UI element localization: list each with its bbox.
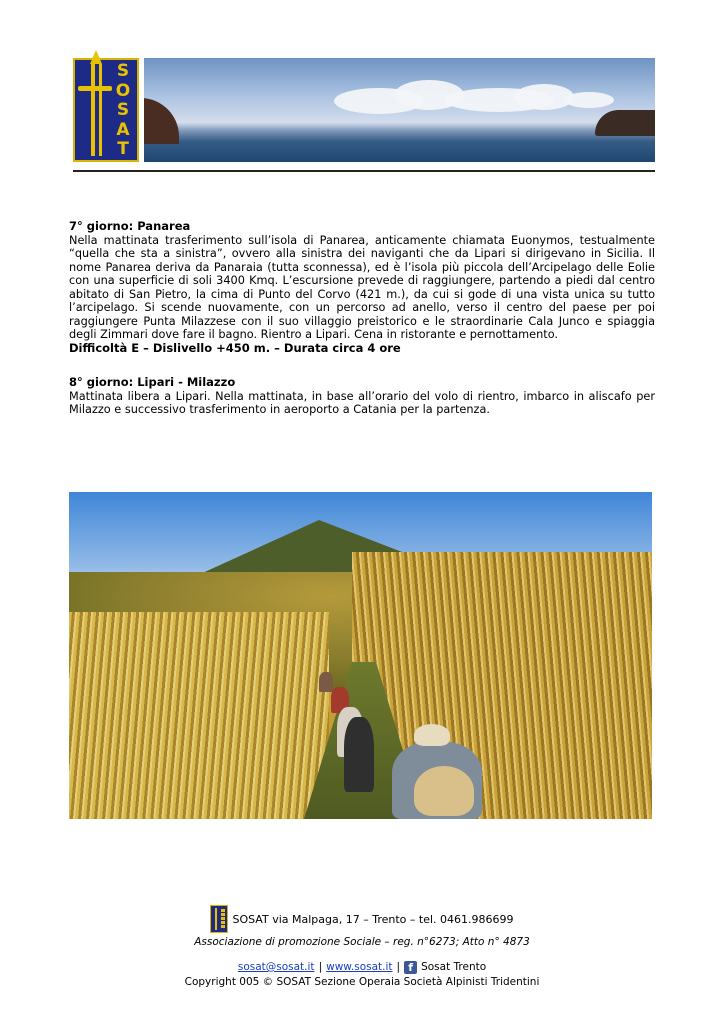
sword-icon	[91, 64, 95, 156]
logo-letter: A	[116, 119, 130, 140]
day7-body: Nella mattinata trasferimento sull’isola di Panarea, anticamente chiamata Euonymos, testualmente “quella che sta a sinistra”, ovvero alla sinistra dei naviganti che da Lipari si dirigevano in Sicilia. Il nome Panarea deriva da Panaraia (tutta sconnessa), ed è l’isola più piccola dell’Arcipelago delle Eolie con una superficie di soli 3400 Kmq. L’escursione prevede di raggiungere, partendo a piedi dal centro abitato di San Pietro, la cima di Punto del Corvo (421 m.), da cui si gode di una vista unica su tutto l’arcipelago. Si scende nuovamente, con un percorso ad anello, verso il centro del paese per poi raggiungere Punta Milazzese con il suo villaggio preistorico e le straordinarie Cala Junco e spiaggia degli Zimmari dove fare il bagno. Rientro a Lipari. Cena in ristorante e pernottamento.	[69, 233, 655, 341]
facebook-label[interactable]: Sosat Trento	[421, 961, 487, 973]
footer-association: Associazione di promozione Sociale – reg. n°6273; Atto n° 4873	[194, 936, 530, 948]
day8-section	[69, 376, 655, 417]
header-divider	[73, 170, 655, 172]
hiker-figure	[344, 717, 374, 792]
footer-links	[0, 959, 724, 975]
website-link[interactable]: www.sosat.it	[326, 961, 393, 973]
logo-letter: S	[116, 100, 130, 120]
basket-shape	[414, 766, 474, 816]
day7-title: 7° giorno: Panarea	[69, 219, 191, 233]
sword-guard-icon	[78, 86, 112, 91]
hat-shape	[414, 724, 450, 746]
sea-banner-image	[144, 58, 655, 162]
link-separator: |	[318, 961, 323, 973]
facebook-icon[interactable]: f	[404, 961, 417, 974]
grass-left	[69, 612, 329, 819]
footer-copyright: Copyright 005 © SOSAT Sezione Operaia Società Alpinisti Tridentini	[184, 976, 540, 988]
logo-letters	[113, 62, 133, 160]
link-separator: |	[396, 961, 401, 973]
hiker-figure	[319, 672, 333, 692]
sosat-logo	[73, 58, 139, 162]
email-link[interactable]: sosat@sosat.it	[237, 961, 315, 973]
day7-difficulty: Difficoltà E – Dislivello +450 m. – Durata circa 4 ore	[69, 340, 401, 355]
cliff-right	[595, 110, 655, 136]
sosat-mini-logo-icon	[210, 905, 228, 933]
hikers-photo	[69, 492, 652, 819]
day8-body: Mattinata libera a Lipari. Nella mattinata, in base all’orario del volo di rientro, imbarco in aliscafo per Milazzo e successivo trasferimento in aeroporto a Catania per la partenza.	[69, 389, 655, 416]
day8-title: 8° giorno: Lipari - Milazzo	[69, 375, 236, 389]
footer-address-line	[0, 905, 724, 933]
footer-address: SOSAT via Malpaga, 17 – Trento – tel. 0461.986699	[232, 912, 514, 926]
logo-letter: T	[117, 139, 129, 159]
cliff-left	[144, 98, 179, 144]
logo-letter: O	[115, 80, 131, 101]
sword-tip-icon	[90, 50, 102, 64]
logo-letter: S	[116, 61, 130, 81]
day7-section	[69, 220, 655, 355]
sword-blade-icon	[99, 64, 102, 156]
